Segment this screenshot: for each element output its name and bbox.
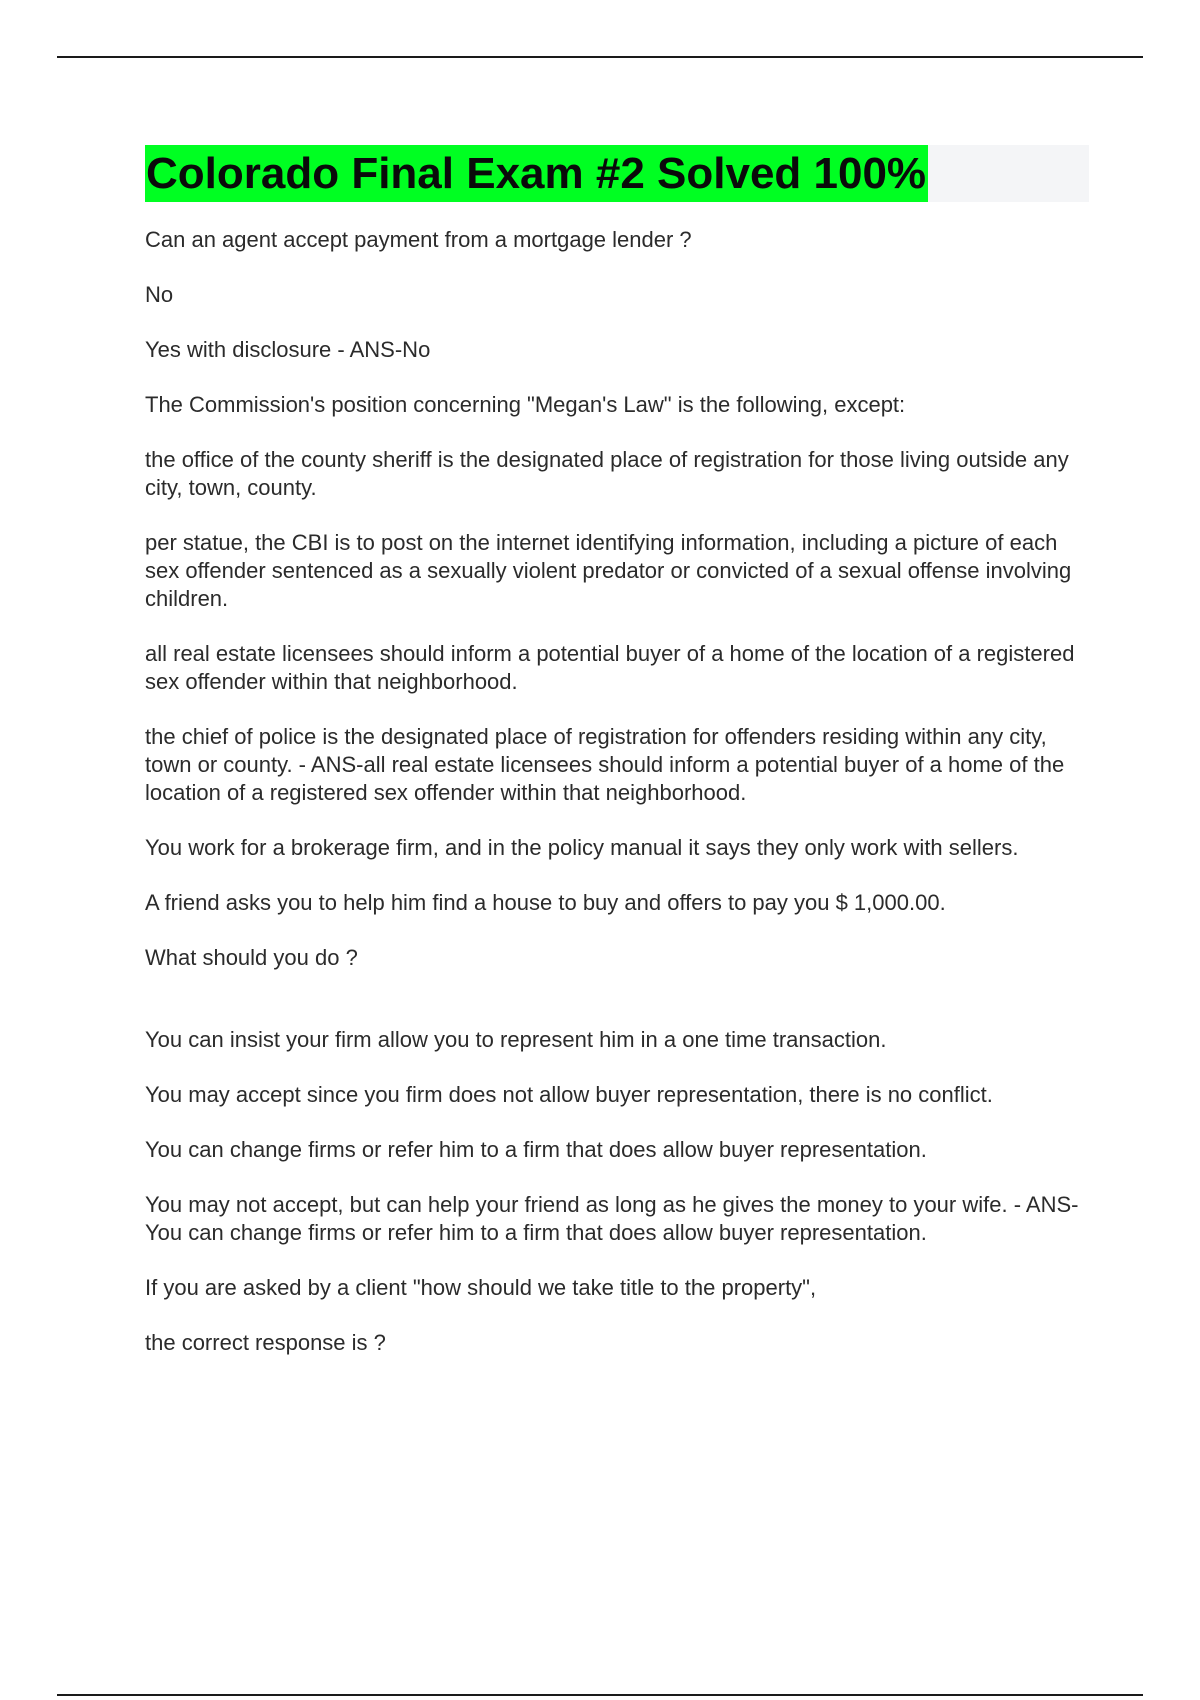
paragraph: No xyxy=(145,282,174,307)
document-body xyxy=(145,226,1090,1384)
paragraph: the chief of police is the designated place of registration for offenders residing within any city, town or county. - ANS-all real estate licensees should inform a potential buyer of a home of the location of a registered sex offender within that neighborhood. xyxy=(145,724,1065,805)
paragraph: Yes with disclosure - ANS-No xyxy=(145,337,431,362)
paragraph: You may accept since you firm does not allow buyer representation, there is no conflict. xyxy=(145,1082,993,1107)
paragraph: You may not accept, but can help your friend as long as he gives the money to your wife. - ANS-You can change firms or refer him to a firm that does allow buyer representation. xyxy=(145,1192,1079,1245)
paragraph: A friend asks you to help him find a house to buy and offers to pay you $ 1,000.00. xyxy=(145,890,946,915)
paragraph: the correct response is ? xyxy=(145,1330,386,1355)
footer-rule xyxy=(57,1694,1143,1696)
paragraph: If you are asked by a client "how should we take title to the property", xyxy=(145,1275,817,1300)
header-rule xyxy=(57,56,1143,58)
paragraph: all real estate licensees should inform a potential buyer of a home of the location of a registered sex offender within that neighborhood. xyxy=(145,641,1075,694)
paragraph: You can change firms or refer him to a firm that does allow buyer representation. xyxy=(145,1137,927,1162)
document-title: Colorado Final Exam #2 Solved 100% xyxy=(145,145,928,202)
paragraph: The Commission's position concerning "Megan's Law" is the following, except: xyxy=(145,392,906,417)
paragraph: What should you do ? xyxy=(145,945,358,970)
paragraph: per statue, the CBI is to post on the internet identifying information, including a picture of each sex offender sentenced as a sexually violent predator or convicted of a sexual offense involving children. xyxy=(145,530,1072,611)
paragraph: You can insist your firm allow you to represent him in a one time transaction. xyxy=(145,1027,887,1052)
paragraph: the office of the county sheriff is the designated place of registration for those living outside any city, town, county. xyxy=(145,447,1069,500)
paragraph: Can an agent accept payment from a mortgage lender ? xyxy=(145,227,692,252)
paragraph: You work for a brokerage firm, and in the policy manual it says they only work with sellers. xyxy=(145,835,1019,860)
